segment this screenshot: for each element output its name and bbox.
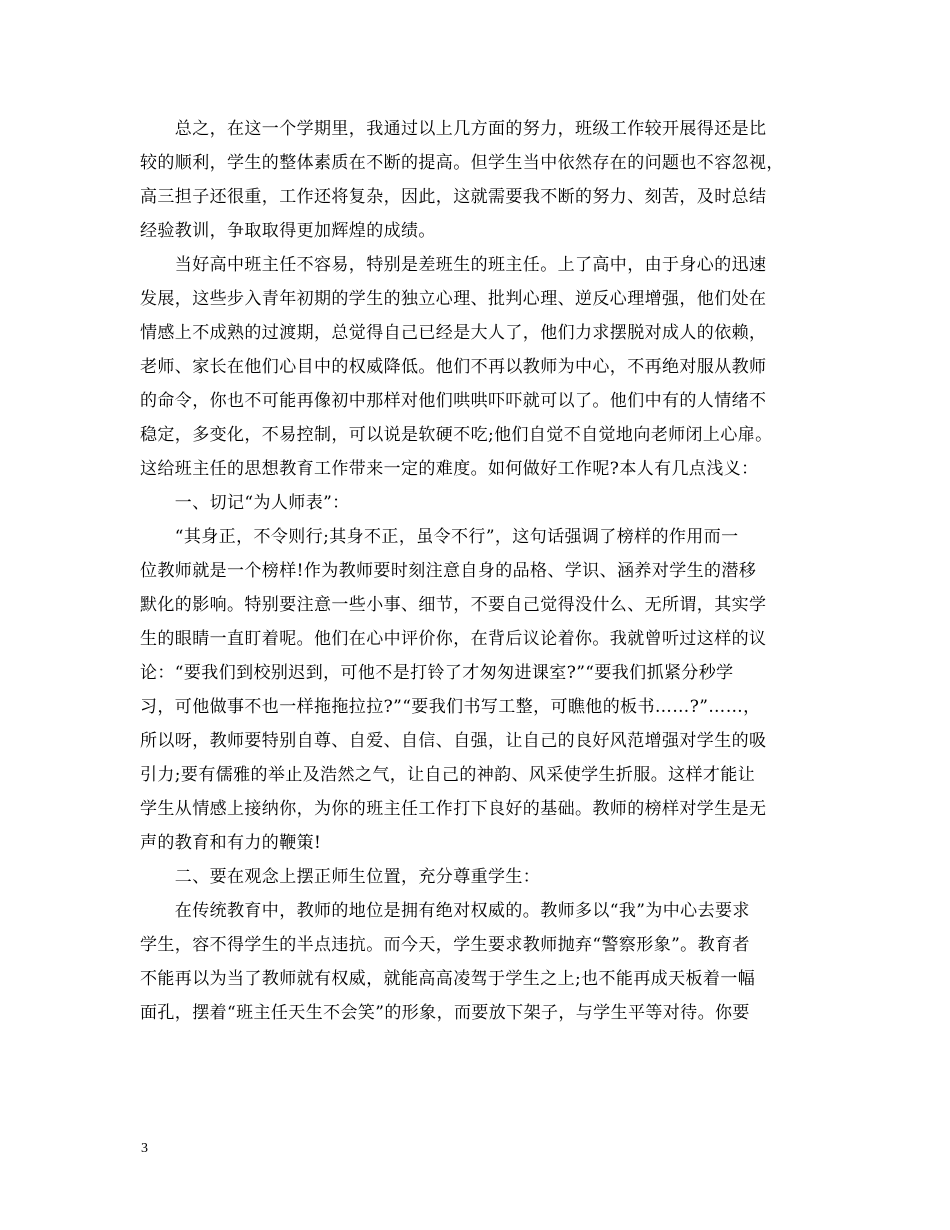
text-line: 位教师就是一个榜样!作为教师要时刻注意自身的品格、学识、涵养对学生的潜移 bbox=[140, 561, 757, 581]
text-line: 这给班主任的思想教育工作带来一定的难度。如何做好工作呢?本人有几点浅义： bbox=[140, 459, 759, 479]
text-line: 二、要在观念上摆正师生位置，充分尊重学生： bbox=[140, 867, 541, 887]
body-text bbox=[140, 112, 810, 1030]
text-line: 在传统教育中，教师的地位是拥有绝对权威的。教师多以“我”为中心去要求 bbox=[140, 901, 750, 921]
text-line: “其身正，不令则行;其身不正，虽令不行”，这句话强调了榜样的作用而一 bbox=[140, 527, 739, 547]
text-line: 所以呀，教师要特别自尊、自爱、自信、自强，让自己的良好风范增强对学生的吸 bbox=[140, 731, 767, 751]
text-line: 不能再以为当了教师就有权威，就能高高凌驾于学生之上;也不能再成天板着一幅 bbox=[140, 969, 756, 989]
text-line: 习，可他做事不也一样拖拖拉拉?”“要我们书写工整，可瞧他的板书……?”……， bbox=[140, 697, 761, 717]
text-line: 声的教育和有力的鞭策! bbox=[140, 833, 322, 853]
text-line: 当好高中班主任不容易，特别是差班生的班主任。上了高中，由于身心的迅速 bbox=[140, 255, 767, 275]
text-line: 面孔，摆着“班主任天生不会笑”的形象，而要放下架子，与学生平等对待。你要 bbox=[140, 1003, 750, 1023]
text-line: 论：“要我们到校别迟到，可他不是打铃了才匆匆进课室?”“要我们抓紧分秒学 bbox=[140, 663, 734, 683]
text-line: 老师、家长在他们心目中的权威降低。他们不再以教师为中心，不再绝对服从教师 bbox=[140, 357, 767, 377]
text-line: 发展，这些步入青年初期的学生的独立心理、批判心理、逆反心理增强，他们处在 bbox=[140, 289, 767, 309]
text-line: 经验教训，争取取得更加辉煌的成绩。 bbox=[140, 221, 436, 241]
text-line: 的命令，你也不可能再像初中那样对他们哄哄吓吓就可以了。他们中有的人情绪不 bbox=[140, 391, 767, 411]
text-line: 学生，容不得学生的半点违抗。而今天，学生要求教师抛弃“警察形象”。教育者 bbox=[140, 935, 750, 955]
text-line: 引力;要有儒雅的举止及浩然之气，让自己的神韵、风采使学生折服。这样才能让 bbox=[140, 765, 756, 785]
text-line: 稳定，多变化，不易控制，可以说是软硬不吃;他们自觉不自觉地向老师闭上心扉。 bbox=[140, 425, 773, 445]
text-line: 一、切记“为人师表”： bbox=[140, 493, 350, 513]
page-number: 3 bbox=[141, 1141, 148, 1156]
text-line: 学生从情感上接纳你，为你的班主任工作打下良好的基础。教师的榜样对学生是无 bbox=[140, 799, 767, 819]
text-line: 高三担子还很重，工作还将复杂，因此，这就需要我不断的努力、刻苦，及时总结 bbox=[140, 187, 767, 207]
text-line: 较的顺利，学生的整体素质在不断的提高。但学生当中依然存在的问题也不容忽视， bbox=[140, 153, 784, 173]
text-line: 情感上不成熟的过渡期，总觉得自己已经是大人了，他们力求摆脱对成人的依赖， bbox=[140, 323, 767, 343]
text-line: 生的眼睛一直盯着呢。他们在心中评价你，在背后议论着你。我就曾听过这样的议 bbox=[140, 629, 767, 649]
text-line: 总之，在这一个学期里，我通过以上几方面的努力，班级工作较开展得还是比 bbox=[140, 119, 767, 139]
text-line: 默化的影响。特别要注意一些小事、细节，不要自己觉得没什么、无所谓，其实学 bbox=[140, 595, 767, 615]
